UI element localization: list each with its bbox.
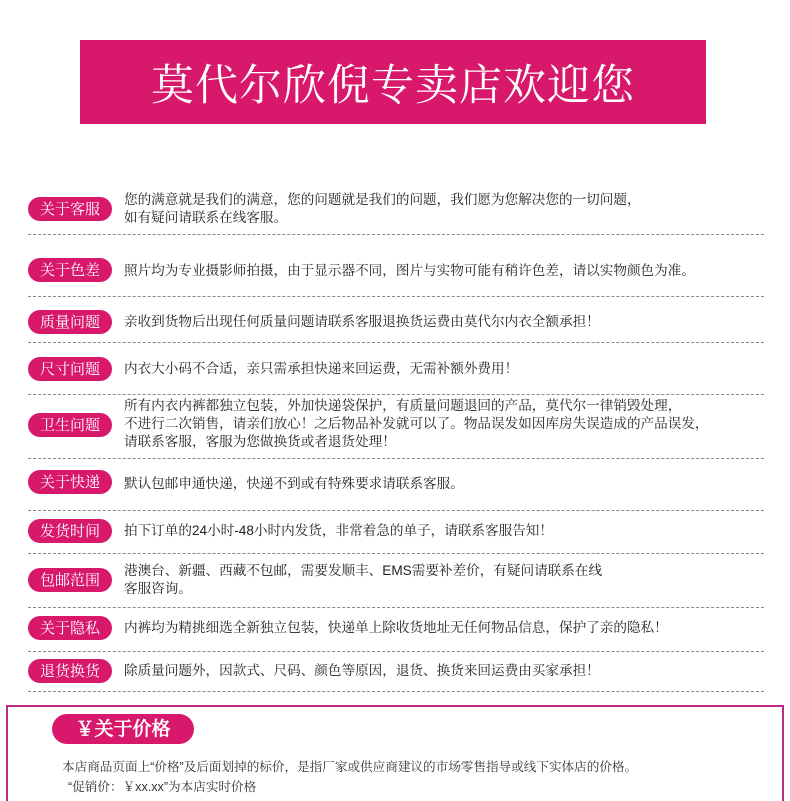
faq-label: 尺寸问题 (28, 357, 112, 381)
faq-text: 默认包邮申通快递，快递不到或有特殊要求请联系客服。 (124, 476, 464, 491)
faq-item-returns (28, 651, 764, 691)
faq-label: 质量问题 (28, 310, 112, 334)
promo-price-note: “促销价：￥xx.xx”为本店实时价格 (68, 780, 257, 794)
faq-item-free-shipping-area (28, 553, 764, 607)
faq-item-customer-service (28, 186, 764, 234)
faq-label: 卫生问题 (28, 413, 112, 437)
faq-text: 除质量问题外，因款式、尺码、颜色等原因，退货、换货来回运费由买家承担！ (124, 663, 600, 678)
faq-item-quality (28, 296, 764, 342)
faq-item-shipping-time (28, 510, 764, 553)
faq-text: 亲收到货物后出现任何质量问题请联系客服退换货运费由莫代尔内衣全额承担！ (124, 314, 600, 329)
faq-item-express (28, 458, 764, 510)
banner-title: 莫代尔欣倪专卖店欢迎您 (151, 60, 635, 111)
faq-label: 关于色差 (28, 258, 112, 282)
faq-text: 照片均为专业摄影师拍摄，由于显示器不同，图片与实物可能有稍许色差，请以实物颜色为准。 (124, 263, 695, 278)
faq-label: 发货时间 (28, 519, 112, 543)
faq-text: 您的满意就是我们的满意，您的问题就是我们的问题，我们愿为您解决您的一切问题， 如有疑问请联系在线客服。 (124, 192, 641, 225)
faq-label: 关于客服 (28, 197, 112, 221)
faq-text: 拍下订单的24小时-48小时内发货，非常着急的单子，请联系客服告知！ (124, 523, 553, 538)
price-section-title: ￥关于价格 (52, 714, 194, 744)
faq-item-size (28, 342, 764, 394)
divider (28, 691, 764, 692)
faq-item-color-difference (28, 234, 764, 296)
faq-text: 内裤均为精挑细选全新独立包装，快递单上除收货地址无任何物品信息，保护了亲的隐私！ (124, 620, 668, 635)
welcome-banner (80, 40, 706, 124)
faq-label: 包邮范围 (28, 568, 112, 592)
faq-label: 关于快递 (28, 470, 112, 494)
faq-text: 港澳台、新疆、西藏不包邮，需要发顺丰、EMS需要补差价，有疑问请联系在线 客服咨询。 (124, 563, 603, 596)
faq-label: 退货换货 (28, 659, 112, 683)
faq-text: 内衣大小码不合适，亲只需承担快递来回运费，无需补额外费用！ (124, 361, 519, 376)
price-description: 本店商品页面上“价格”及后面划掉的标价，是指厂家或供应商建议的市场零售指导或线下实体店的价格。 (62, 760, 638, 774)
faq-label: 关于隐私 (28, 616, 112, 640)
faq-item-privacy (28, 607, 764, 651)
faq-text: 所有内衣内裤都独立包装，外加快递袋保护，有质量问题退回的产品，莫代尔一律销毁处理， 不进行二次销售，请亲们放心！之后物品补发就可以了。物品误发如因库房失误造成的产品误发， 请联系客服，客服为您做换货或者退货处理！ (124, 398, 709, 449)
faq-item-hygiene (28, 394, 764, 458)
